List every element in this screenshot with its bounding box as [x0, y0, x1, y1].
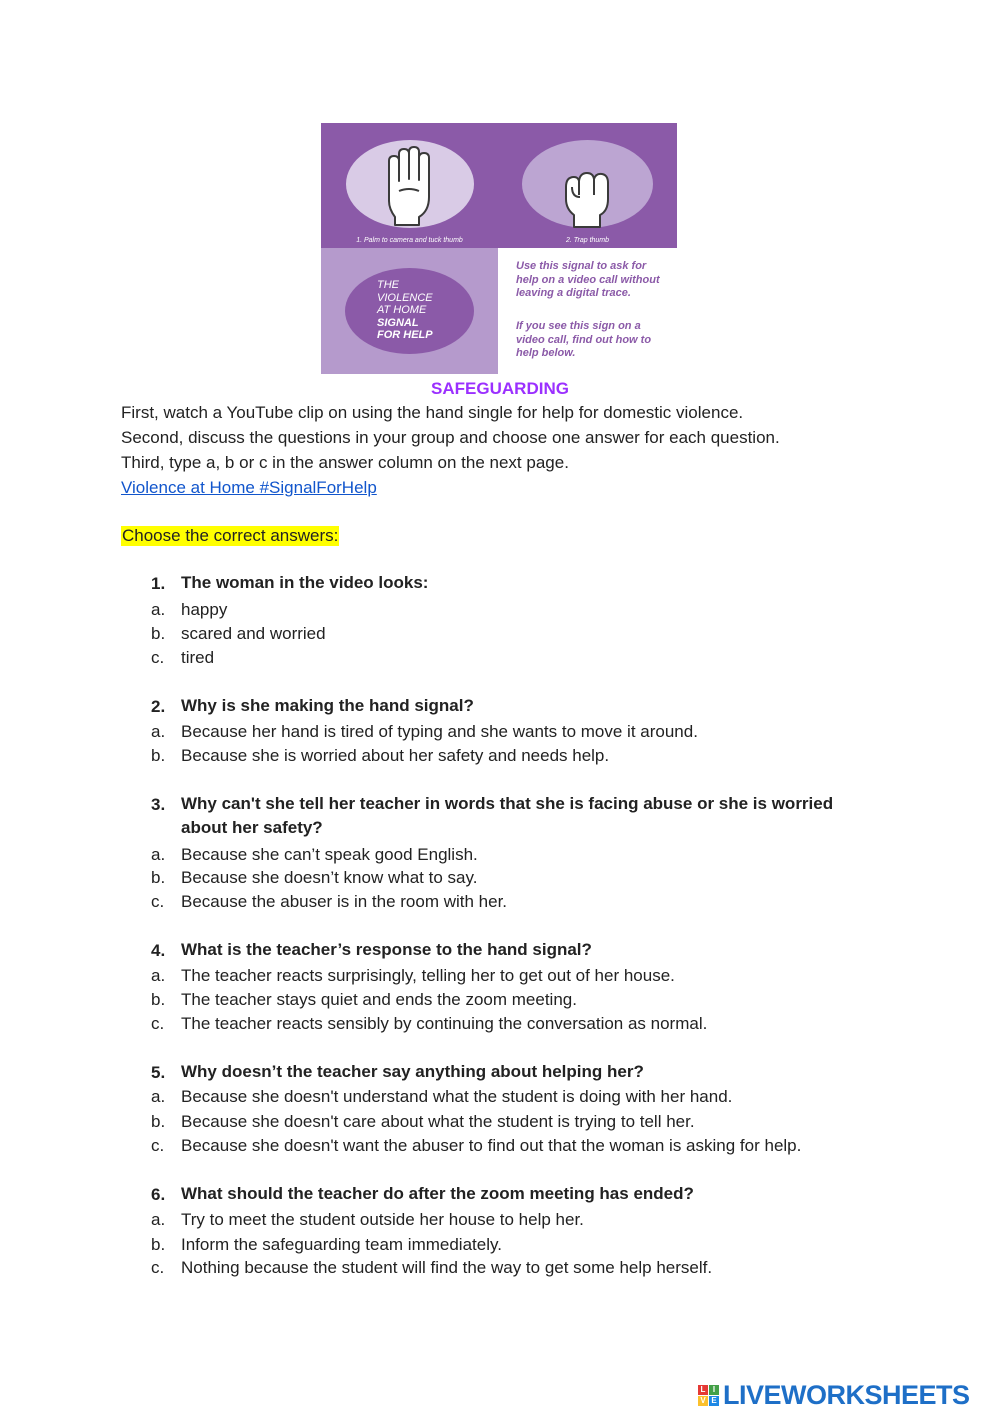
option-text: The teacher stays quiet and ends the zoom meeting.	[181, 990, 577, 1009]
palm-panel	[321, 123, 498, 248]
option-text: Because she doesn't understand what the student is doing with her hand.	[181, 1087, 733, 1106]
intro-line-1: First, watch a YouTube clip on using the hand single for help for domestic violence.	[121, 403, 744, 422]
question-text: The woman in the video looks:	[181, 573, 429, 592]
option-letter: c.	[151, 1258, 165, 1277]
option-letter: c.	[151, 1136, 165, 1155]
option-letter: a.	[151, 845, 166, 864]
option-letter: c.	[151, 1014, 165, 1033]
caption-step-2: 2. Trap thumb	[565, 237, 610, 244]
option-letter: b.	[151, 1235, 166, 1254]
option-text: happy	[181, 600, 228, 619]
option-text: tired	[181, 648, 215, 667]
intro-line-3: Third, type a, b or c in the answer column on the next page.	[121, 453, 569, 472]
closed-fist-icon	[556, 165, 620, 229]
question-number: 1.	[151, 574, 166, 593]
signal-for-help-banner	[321, 123, 677, 374]
option-letter: a.	[151, 1210, 166, 1229]
option-text: Because the abuser is in the room with her.	[181, 892, 508, 911]
option-letter: a.	[151, 1087, 166, 1106]
option-letter: a.	[151, 966, 166, 985]
option-letter: b.	[151, 990, 166, 1009]
question-number: 4.	[151, 941, 166, 960]
instructions-panel	[498, 248, 677, 374]
option-text: Try to meet the student outside her house to help her.	[181, 1210, 584, 1229]
question-number: 6.	[151, 1185, 166, 1204]
instruction-text-2: If you see this sign on a video call, find out how to help below.	[516, 320, 652, 359]
option-letter: b.	[151, 868, 166, 887]
caption-step-1: 1. Palm to camera and tuck thumb	[356, 237, 463, 244]
question-number: 5.	[151, 1063, 166, 1082]
question-number: 2.	[151, 697, 166, 716]
liveworksheets-logo[interactable]	[698, 1380, 970, 1410]
option-text: The teacher reacts sensibly by continuing the conversation as normal.	[181, 1014, 708, 1033]
option-letter: b.	[151, 1112, 166, 1131]
option-text: Because she can’t speak good English.	[181, 845, 478, 864]
question-text: Why can't she tell her teacher in words that she is facing abuse or she is worried about her safety?	[181, 794, 834, 837]
option-text: Because her hand is tired of typing and she wants to move it around.	[181, 722, 698, 741]
option-letter: a.	[151, 600, 166, 619]
question-text: What should the teacher do after the zoom meeting has ended?	[181, 1184, 694, 1203]
question-text: What is the teacher’s response to the hand signal?	[181, 940, 592, 959]
signal-title: THE VIOLENCE AT HOME SIGNAL FOR HELP	[377, 279, 433, 341]
option-text: Because she doesn’t know what to say.	[181, 868, 478, 887]
video-link[interactable]: Violence at Home #SignalForHelp	[121, 478, 377, 497]
option-letter: c.	[151, 892, 165, 911]
option-letter: b.	[151, 624, 166, 643]
option-text: Because she doesn't care about what the student is trying to tell her.	[181, 1112, 695, 1131]
instruction-text-1: Use this signal to ask for help on a video call without leaving a digital trace.	[516, 260, 660, 299]
option-text: Inform the safeguarding team immediately.	[181, 1235, 502, 1254]
option-text: Because she doesn't want the abuser to find out that the woman is asking for help.	[181, 1136, 802, 1155]
intro-line-2: Second, discuss the questions in your group and choose one answer for each question.	[121, 428, 780, 447]
option-text: The teacher reacts surprisingly, telling her to get out of her house.	[181, 966, 675, 985]
option-text: Nothing because the student will find the way to get some help herself.	[181, 1258, 713, 1277]
open-palm-icon	[379, 145, 443, 227]
option-text: Because she is worried about her safety and needs help.	[181, 746, 610, 765]
question-text: Why doesn’t the teacher say anything about helping her?	[181, 1062, 644, 1081]
question-text: Why is she making the hand signal?	[181, 696, 474, 715]
instruction-prompt: Choose the correct answers:	[122, 526, 339, 545]
option-text: scared and worried	[181, 624, 326, 643]
logo-mark-icon: L I V E	[698, 1385, 719, 1406]
option-letter: b.	[151, 746, 166, 765]
option-letter: a.	[151, 722, 166, 741]
page-title: SAFEGUARDING	[431, 379, 569, 398]
question-number: 3.	[151, 795, 166, 814]
trap-thumb-panel	[498, 123, 677, 248]
signal-title-panel	[321, 248, 498, 374]
option-letter: c.	[151, 648, 165, 667]
logo-text: LIVEWORKSHEETS	[723, 1379, 970, 1410]
